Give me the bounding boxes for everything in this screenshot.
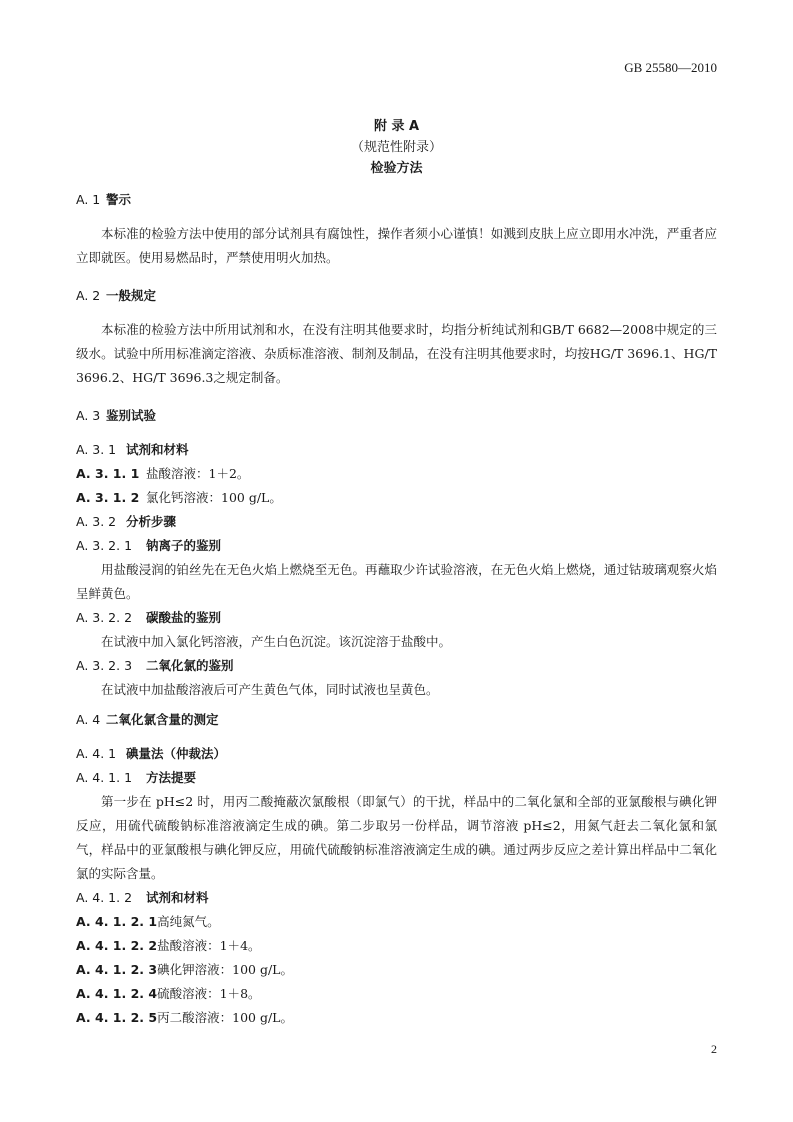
section-a322-heading [76,606,717,630]
section-a411-heading [76,766,717,790]
section-number: A. 3. 2. 1 [76,538,133,553]
section-a4-heading [76,710,717,730]
section-number: A. 3. 2. 3 [76,658,133,673]
section-number: A. 3 [76,408,101,423]
appendix-label: 附 录 A [373,119,420,134]
item-a4122 [76,934,717,958]
item-number: A. 3. 1. 2 [76,490,140,505]
section-number: A. 3. 2 [76,514,117,529]
section-title: 试剂和材料 [146,890,209,905]
item-number: A. 3. 1. 1 [76,466,140,481]
section-a41-heading [76,742,717,766]
item-text: 盐酸溶液：1＋4。 [157,938,261,953]
section-title: 一般规定 [106,288,157,303]
section-title: 碘量法（仲裁法） [126,746,227,761]
appendix-name: 检验方法 [370,161,423,176]
section-title: 钠离子的鉴别 [146,538,222,553]
item-number: A. 4. 1. 2. 1 [76,914,158,929]
item-a4121 [76,910,717,934]
section-number: A. 4. 1. 2 [76,890,133,905]
section-a32-heading [76,510,717,534]
section-title: 分析步骤 [126,514,177,529]
section-title: 警示 [106,192,132,207]
item-text: 碘化钾溶液：100 g/L。 [157,962,293,977]
item-a4124 [76,982,717,1006]
item-number: A. 4. 1. 2. 2 [76,938,158,953]
section-number: A. 4 [76,712,101,727]
page-number: 2 [711,1042,717,1056]
item-a4123 [76,958,717,982]
section-a3-heading [76,406,717,426]
item-text: 氯化钙溶液：100 g/L。 [146,490,282,505]
section-a411-text: 第一步在 pH≤2 时，用丙二酸掩蔽次氯酸根（即氯气）的干扰，样品中的二氧化氯和全部的亚氯酸根与碘化钾反应，用硫代硫酸钠标准溶液滴定生成的碘。第二步取另一份样品，调节溶液 pH≤2，用氮气赶去二氧化氯和氯气，样品中的亚氯酸根与碘化钾反应，用硫代硫酸钠标准溶液滴定生成的碘。通过两步反应之差计算出样品中二氧化氯的实际含量。 [76,794,717,881]
section-a321-heading [76,534,717,558]
item-text: 盐酸溶液：1＋2。 [146,466,250,481]
appendix-title-block [0,116,793,179]
section-a322-text: 在试液中加入氯化钙溶液，产生白色沉淀。该沉淀溶于盐酸中。 [101,634,452,649]
section-a321-text: 用盐酸浸润的铂丝先在无色火焰上燃烧至无色。再蘸取少许试验溶液，在无色火焰上燃烧，通过钴玻璃观察火焰呈鲜黄色。 [76,562,717,601]
item-text: 高纯氮气。 [157,914,220,929]
item-number: A. 4. 1. 2. 3 [76,962,158,977]
section-number: A. 1 [76,192,101,207]
section-a412-heading [76,886,717,910]
section-title: 二氧化氯的鉴别 [146,658,234,673]
item-a4125 [76,1006,717,1030]
section-number: A. 4. 1 [76,746,117,761]
section-a2-heading [76,286,717,306]
section-a323-heading [76,654,717,678]
section-a1-text: 本标准的检验方法中使用的部分试剂具有腐蚀性，操作者须小心谨慎！如溅到皮肤上应立即用水冲洗，严重者应立即就医。使用易燃品时，严禁使用明火加热。 [76,226,717,265]
section-number: A. 3. 1 [76,442,117,457]
section-title: 试剂和材料 [126,442,189,457]
item-a312 [76,486,717,510]
item-number: A. 4. 1. 2. 4 [76,986,158,1001]
section-title: 鉴别试验 [106,408,157,423]
section-a1-heading [76,190,717,210]
section-a323-text: 在试液中加盐酸溶液后可产生黄色气体，同时试液也呈黄色。 [101,682,439,697]
item-number: A. 4. 1. 2. 5 [76,1010,158,1025]
standard-code: GB 25580—2010 [624,60,717,75]
document-body [76,190,717,1030]
section-title: 二氧化氯含量的测定 [106,712,219,727]
section-number: A. 3. 2. 2 [76,610,133,625]
item-text: 硫酸溶液：1＋8。 [157,986,261,1001]
section-a31-heading [76,438,717,462]
section-title: 方法提要 [146,770,197,785]
section-title: 碳酸盐的鉴别 [146,610,222,625]
appendix-normative: （规范性附录） [350,140,442,155]
section-a2-text: 本标准的检验方法中所用试剂和水，在没有注明其他要求时，均指分析纯试剂和GB/T 6682—2008中规定的三级水。试验中所用标准滴定溶液、杂质标准溶液、制剂及制品，在没有注明其他要求时，均按HG/T 3696.1、HG/T 3696.2、HG/T 3696.3之规定制备。 [76,322,717,385]
section-number: A. 2 [76,288,101,303]
item-a311 [76,462,717,486]
section-number: A. 4. 1. 1 [76,770,133,785]
item-text: 丙二酸溶液：100 g/L。 [157,1010,293,1025]
